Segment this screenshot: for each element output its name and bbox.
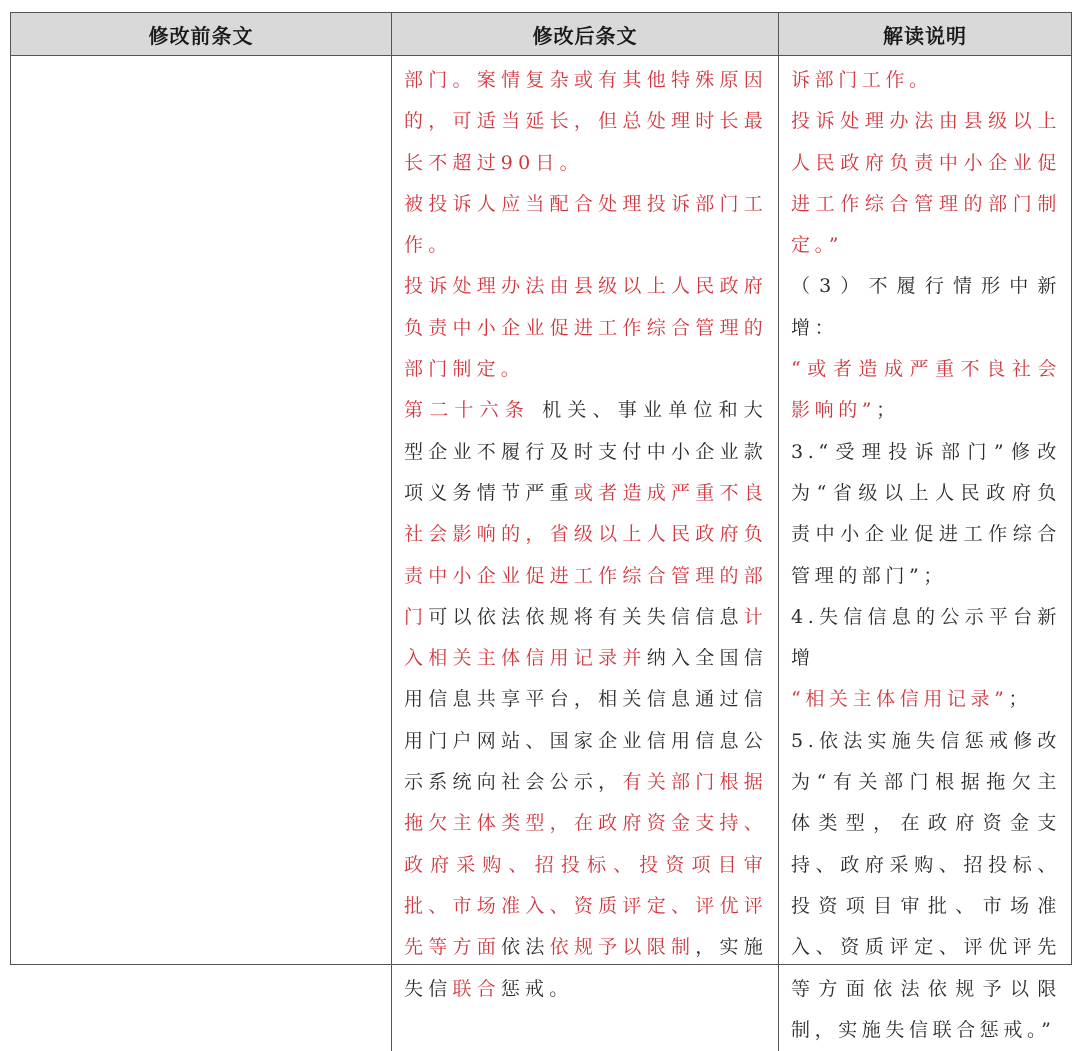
explain-para-6: 4.失信信息的公示平台新增 xyxy=(791,605,1061,670)
after-para-2: 被投诉人应当配合处理投诉部门工作。 xyxy=(404,192,768,257)
explain-added-quote: “相关主体信用记录” xyxy=(791,688,1009,711)
after-para-article-26 xyxy=(404,390,768,1009)
cell-before-text xyxy=(11,56,392,1051)
article-text-original: 机关、事业单位和大型企业不履行及时支付中小企业款项义务情节严重 xyxy=(404,399,768,504)
explain-para-7 xyxy=(791,679,1061,720)
cell-explanation-text xyxy=(779,56,1071,1051)
header-after: 修改后条文 xyxy=(392,13,779,56)
explain-punctuation: ； xyxy=(876,399,900,422)
article-text-original: 可以依法依规将有关失信信息 xyxy=(428,605,744,628)
article-text-added: 有关部门根据拖欠主体类型，在政府资金支持、政府采购、招投标、投资项目审批、市场准入、资质评定、评优评先等方面 xyxy=(404,771,768,959)
article-text-added: 计入相关主体信用记录并 xyxy=(404,605,768,670)
explain-added-quote: “或者造成严重不良社会影响的” xyxy=(791,358,1061,422)
article-text-added: 或者造成严重不良社会影响的，省级以上人民政府负责中小企业促进工作综合管理的部门 xyxy=(404,481,768,628)
explain-para-1: 诉部门工作。 xyxy=(791,69,933,91)
article-text-original: 惩戒。 xyxy=(500,977,574,1000)
after-para-3: 投诉处理办法由县级以上人民政府负责中小企业促进工作综合管理的部门制定。 xyxy=(404,275,768,381)
cell-after-text xyxy=(392,56,779,1051)
explain-para-3: （3）不履行情形中新增： xyxy=(791,275,1061,339)
article-text-original: ，实施失信 xyxy=(404,936,768,1000)
explain-para-5: 3.“受理投诉部门”修改为“省级以上人民政府负责中小企业促进工作综合管理的部门”； xyxy=(791,440,1061,587)
header-before: 修改前条文 xyxy=(11,13,392,56)
article-text-original: 依法 xyxy=(501,936,550,959)
comparison-table xyxy=(10,12,1072,1041)
explain-para-8: 5.依法实施失信惩戒修改为“有关部门根据拖欠主体类型，在政府资金支持、政府采购、招投标、投资项目审批、市场准入、资质评定、评优评先等方面依法依规予以限制，实施失信联合惩戒。” xyxy=(791,729,1061,1041)
explain-punctuation: ； xyxy=(1008,688,1033,711)
article-text-original: 纳入全国信用信息共享平台，相关信息通过信用门户网站、国家企业信用信息公示系统向社会公示， xyxy=(404,647,768,794)
header-explanation: 解读说明 xyxy=(779,13,1071,56)
explain-para-2: 投诉处理办法由县级以上人民政府负责中小企业促进工作综合管理的部门制定。” xyxy=(791,110,1061,257)
after-para-1: 部门。案情复杂或有其他特殊原因的，可适当延长，但总处理时长最长不超过90日。 xyxy=(404,69,768,174)
article-text-added: 联合 xyxy=(452,977,501,1000)
explain-para-4 xyxy=(791,349,1061,432)
article-number: 第二十六条 xyxy=(404,399,530,422)
article-text-added: 依规予以限制 xyxy=(549,936,696,959)
